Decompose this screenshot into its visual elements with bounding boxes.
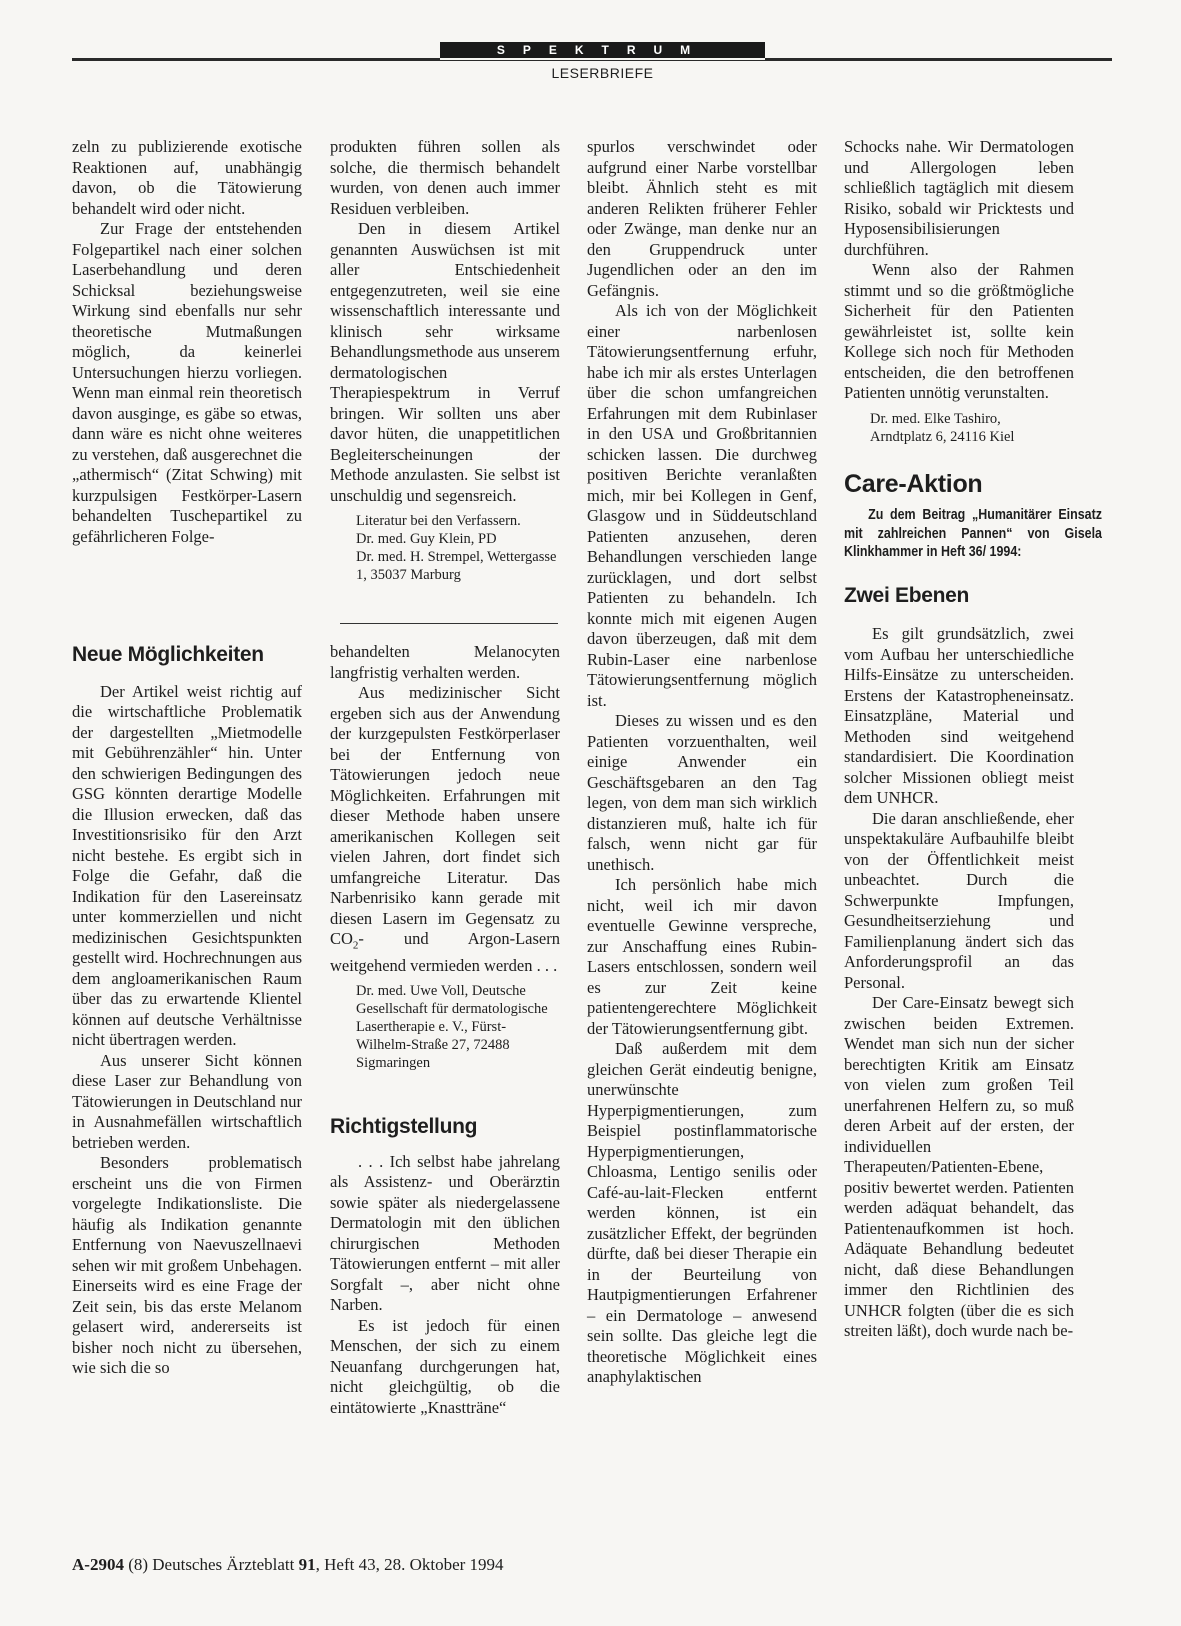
article-divider <box>340 623 558 624</box>
article-heading: Richtigstellung <box>330 1115 478 1139</box>
column-1-bottom <box>72 645 302 1379</box>
paragraph: Als ich von der Möglichkeit einer narbenlosen Tätowierungsentfernung erfuhr, habe ich mir als erstes Unterlagen über die schon umfangreichen Erfahrungen mit dem Rubinlaser in den USA und Großbritannien schicken lassen. Die durchweg positiven Berichte veranlaßten mich, mir bei Kollegen in Genf, Glasgow und in Süddeutschland Patienten anzusehen, deren Behandlungen verschieden lange zurücklagen, und dort selbst Patienten zu behandeln. Ich konnte mich mit eigenen Augen davon überzeugen, daß mit dem Rubin-Laser eine narbenlose Tätowierungsentfernung möglich ist. <box>587 301 817 710</box>
paragraph: Schocks nahe. Wir Dermatologen und Allergologen leben schließlich tagtäglich mit diesem Risiko, sobald wir Pricktests und Hyposensibilisierungen durchführen. <box>844 137 1074 259</box>
header-rule <box>72 60 1112 61</box>
page-number: A-2904 <box>72 1555 124 1574</box>
paragraph: Zur Frage der entstehenden Folgepartikel nach einer solchen Laserbehandlung und deren Schicksal beziehungsweise Wirkung sind ebenfalls nur sehr theoretische Mutmaßungen möglich, da keinerlei Untersuchungen hierzu vorliegen. Wenn man einmal rein theoretisch davon ausginge, es gäbe so etwas, dann wäre es nicht ohne weiteres zu verstehen, daß ausgerechnet die „athermisch“ (Zitat Schwing) mit kurzpulsigen Festkörper-Lasern behandelten Tuschepartikel zu gefährlicheren Folge- <box>72 219 302 546</box>
signature <box>330 982 560 1072</box>
paragraph: Ich persönlich habe mich nicht, weil ich mir davon eventuelle Gewinne verspreche, zur Anschaffung eines Rubin-Lasers entschlossen, sondern weil es zur Zeit keine patientengerechtere Möglichkeit der Tätowierungsentfernung gibt. <box>587 875 817 1038</box>
section-title: LESERBRIEFE <box>551 65 654 81</box>
signature-line: Dr. med. H. Strempel, Wettergasse 1, 35037 Marburg <box>356 549 557 583</box>
paragraph: Den in diesem Artikel genannten Auswüchsen ist mit aller Entschiedenheit entgegenzutreten, weil sie eine wissenschaftlich interessante und klinisch sehr wirksame Behandlungsmethode aus unserem dermatologischen Therapiespektrum in Verruf bringen. Wir sollten uns aber davor hüten, die unappetitlichen Begleiterscheinungen der Methode anzulasten. Sie selbst ist unschuldig und segensreich. <box>330 219 560 505</box>
article-subheading: Zwei Ebenen <box>844 583 970 607</box>
signature-line: Arndtplatz 6, 24116 Kiel <box>870 428 1015 445</box>
paragraph: Aus medizinischer Sicht ergeben sich aus der Anwendung der kurzgepulsten Festkörperlaser bei der Entfernung von Tätowierungen jedoch neue Möglichkeiten. Erfahrungen mit dieser Methode haben unsere amerikanischen Kollegen seit vielen Jahren, dort findet sich umfangreiche Literatur. Das Narbenrisiko kann gerade mit diesen Lasern im Gegensatz zu $CO_2-$ und Argon-Lasern weitgehend vermieden werden . . . <box>330 683 560 975</box>
article-intro: Zu dem Beitrag „Humanitärer Einsatz mit zahlreichen Pannen“ von Gisela Klinkhammer in Heft 36/ 1994: <box>844 507 1102 560</box>
signature-line: Literatur bei den Verfassern. <box>356 513 521 529</box>
signature-line: Dr. med. Uwe Voll, Deutsche Gesellschaft für dermatologische Lasertherapie e. V., Fürst-Wilhelm-Straße 27, 72488 Sigmaringen <box>356 983 548 1072</box>
paragraph: Besonders problematisch erscheint uns die von Firmen vorgelegte Indikationsliste. Die häufig als Indikation genannte Entfernung von Naevuszellnaevi sehen wir mit großem Unbehagen. Einerseits wird es eine Frage der Zeit sein, bis das erste Melanom gelasert wird, andererseits ist bisher noch nicht zu übersehen, wie sich die so <box>72 1153 302 1377</box>
column-2-bottom <box>330 642 560 1418</box>
signature-line: Dr. med. Guy Klein, PD <box>356 531 497 547</box>
signature <box>844 410 1074 446</box>
footer-issue: , Heft 43, 28. Oktober 1994 <box>315 1555 504 1574</box>
paragraph: Es gilt grundsätzlich, zwei vom Aufbau her unterschiedliche Hilfs-Einsätze zu unterscheiden. Erstens der Katastropheneinsatz. Einsatzpläne, Material und Methoden sind weitgehend standardisiert. Die Koordination solcher Missionen obliegt meist dem UNHCR. <box>844 624 1074 807</box>
article-heading: Care-Aktion <box>844 469 983 498</box>
paragraph: behandelten Melanocyten langfristig verhalten werden. <box>330 642 560 682</box>
paragraph: spurlos verschwindet oder aufgrund einer Narbe vorstellbar bleibt. Ähnlich steht es mit anderen Relikten früherer Fehler oder Zwänge, man denke nur an den Gruppendruck unter Jugendlichen oder an den im Gefängnis. <box>587 137 817 300</box>
paragraph: Die daran anschließende, eher unspektakuläre Aufbauhilfe bleibt von der Öffentlichkeit meist unbeachtet. Durch die Schwerpunkte Impfungen, Gesundheitserziehung und Familienplanung ändert sich das Anforderungsprofil an das Personal. <box>844 808 1074 992</box>
footer-volume: 91 <box>298 1555 316 1574</box>
paragraph: Wenn also der Rahmen stimmt und so die größtmögliche Sicherheit für den Patienten gewährleistet ist, sollte kein Kollege sich noch für Methoden entscheiden, die den betroffenen Patienten unnötig verunstalten. <box>844 260 1074 402</box>
paragraph: Dieses zu wissen und es den Patienten vorzuenthalten, weil einige Anwender ein Geschäftsgebaren an den Tag legen, von dem man sich wirklich distanzieren muß, halte ich für falsch, wenn nicht gar für unethisch. <box>587 711 817 874</box>
signature-line: Dr. med. Elke Tashiro, <box>870 410 1001 427</box>
paragraph: . . . Ich selbst habe jahrelang als Assistenz- und Oberärztin sowie später als niedergelassene Dermatologin mit den üblichen chirurgischen Methoden Tätowierungen entfernt – mit aller Sorgfalt –, aber nicht ohne Narben. <box>330 1151 560 1315</box>
paragraph: Aus unserer Sicht können diese Laser zur Behandlung von Tätowierungen in Deutschland nur in Ausnahmefällen wirtschaftlich betrieben werden. <box>72 1050 302 1152</box>
footer-publication: (8) Deutsches Ärzteblatt <box>128 1555 295 1574</box>
page-footer <box>72 1555 504 1575</box>
article-heading: Neue Möglichkeiten <box>72 643 264 666</box>
column-4 <box>844 137 1102 1342</box>
paragraph: zeln zu publizierende exotische Reaktionen auf, unabhängig davon, ob die Tätowierung behandelt wird oder nicht. <box>72 137 302 218</box>
paragraph: produkten führen sollen als solche, die thermisch behandelt wurden, von denen auch immer Residuen verbleiben. <box>330 137 560 218</box>
column-2-top <box>330 137 560 584</box>
paragraph: Daß außerdem mit dem gleichen Gerät eindeutig benigne, unerwünschte Hyperpigmentierungen, zum Beispiel postinflammatorische Hyperpigmentierungen, Chloasma, Lentigo senilis oder Café-au-lait-Flecken entfernt werden können, ist ein zusätzlicher Effekt, der begründen dürfte, daß bei dieser Therapie ein in der Beurteilung von Hautpigmentierungen Erfahrener – ein Dermatologe – anwesend sein sollte. Das gleiche legt die theoretische Möglichkeit eines anaphylaktischen <box>587 1039 817 1386</box>
column-1-top <box>72 137 302 547</box>
column-3 <box>587 137 817 1388</box>
signature <box>330 512 560 584</box>
paragraph: Es ist jedoch für einen Menschen, der sich zu einem Neuanfang durchgerungen hat, nicht gleichgültig, ob die eintätowierte „Knastträne“ <box>330 1315 560 1417</box>
section-band: SPEKTRUM <box>440 42 765 58</box>
paragraph: Der Artikel weist richtig auf die wirtschaftliche Problematik der dargestellten „Mietmodelle mit Gebührenzähler“ hin. Unter den schwierigen Bedingungen des GSG könnten derartige Modelle die Illusion erwecken, daß das Investitionsrisiko für den Arzt nicht bestehe. Es ergibt sich in Folge die Gefahr, daß die Indikation für den Lasereinsatz unter kommerziellen und nicht medizinischen Gesichtspunkten gestellt wird. Hochrechnungen aus dem angloamerikanischen Raum über das zu erwartende Klientel können auf deutsche Verhältnisse nicht übertragen werden. <box>72 681 302 1049</box>
paragraph: Der Care-Einsatz bewegt sich zwischen beiden Extremen. Wendet man sich nun der sicher berechtigten Kritik am Einsatz von vielen zum großen Teil unerfahrenen Helfern zu, so muß deren Arbeit auf der ersten, der individuellen Therapeuten/Patienten-Ebene, positiv bewertet werden. Patienten werden adäquat behandelt, das Patientenaufkommen ist hoch. Adäquate Behandlung bedeutet nicht, daß diese Behandlungen immer den Richtlinien des UNHCR folgten (über die es sich streiten läßt), doch wurde nach be- <box>844 993 1074 1340</box>
